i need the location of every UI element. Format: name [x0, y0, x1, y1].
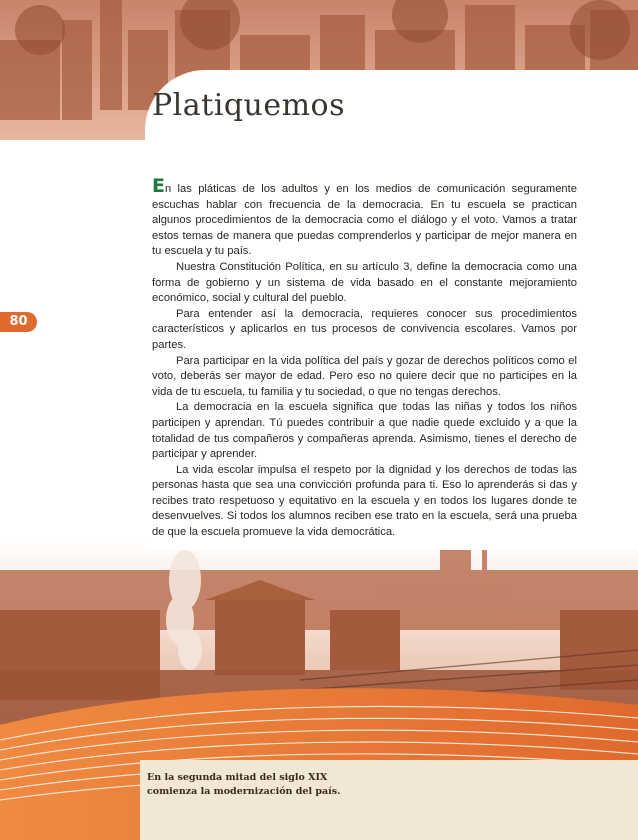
paragraph-1-text: n las pláticas de los adultos y en los medios de comunicación seguramente escuchas hablar con frecuencia de la democracia. En tu escuela se practican algunos procedimientos de la democracia como el diálogo y el voto. Vamos a tratar estos temas de manera que puedas comprenderlos y participar de mejor manera en tu escuela y tu país.	[152, 183, 577, 258]
paragraph-6: La vida escolar impulsa el respeto por la dignidad y los derechos de todas las personas hasta que sea una convicción profunda para ti. Eso lo aprenderás si das y recibes trato respetuoso y equitativo en la escuela y en todos los lugares donde te desenvuelves. Si todos los alumnos reciben ese trato en la escuela, será una prueba de que la escuela promueve la vida democrática.	[152, 463, 577, 539]
article-body	[152, 175, 577, 541]
page-title: Platiquemos	[152, 88, 345, 123]
page-number-badge: 80	[0, 312, 37, 332]
paragraph-2: Nuestra Constitución Política, en su artículo 3, define la democracia como una forma de gobierno y un sistema de vida basado en el constante mejoramiento económico, social y cultural del pueblo.	[152, 260, 577, 305]
paragraph-1	[152, 175, 577, 260]
drop-cap: E	[152, 175, 165, 197]
photo-caption	[147, 771, 377, 799]
paragraph-3: Para entender así la democracia, requieres conocer sus procedimientos característicos y aplicarlos en tus procesos de convivencia escolares. Vamos por partes.	[152, 307, 577, 351]
paragraph-5: La democracia en la escuela significa que todas las niñas y todos los niños participen y aprendan. Tú puedes contribuir a que nadie quede excluido y a que la totalidad de tus compañeros y compañeras aprenda. Asimismo, tienes el derecho de participar y aprender.	[152, 401, 577, 461]
caption-line-1: En la segunda mitad del siglo XIX	[147, 772, 328, 783]
paragraph-4: Para participar en la vida política del país y gozar de derechos políticos como el voto, deberás ser mayor de edad. Pero eso no quiere decir que no participes en la vida de tu escuela, tu familia y tu sociedad, o que no tengas derechos.	[152, 354, 577, 398]
caption-line-2: comienza la modernización del país.	[147, 786, 341, 797]
